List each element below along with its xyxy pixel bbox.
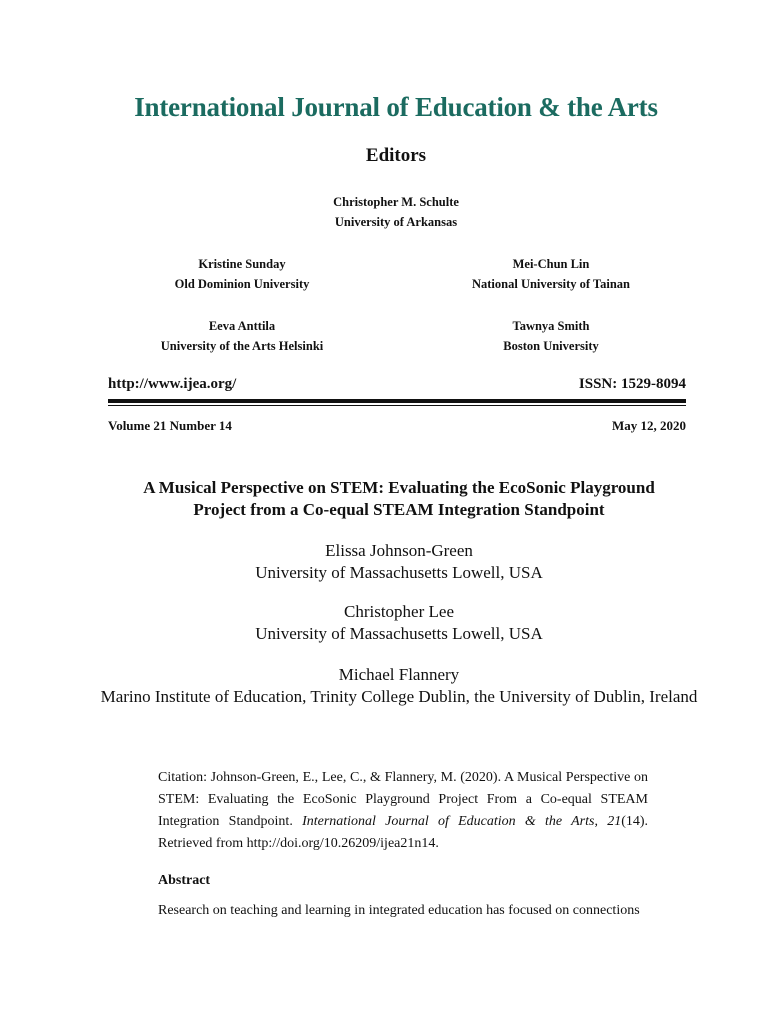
editor-affiliation: University of Arkansas: [334, 215, 458, 229]
paper-title-line: A Musical Perspective on STEM: Evaluating the EcoSonic Playground: [143, 478, 655, 497]
editor-block: [92, 254, 392, 294]
citation-doi-text: (14). Retrieved from http://doi.org/10.26209/ijea21n14.: [158, 814, 649, 851]
divider-thin: [108, 405, 686, 406]
issn-label: ISSN: 1529-8094: [578, 376, 686, 392]
editor-name: Mei-Chun Lin: [512, 257, 590, 271]
author-block: [100, 664, 698, 708]
author-name: Christopher Lee: [344, 602, 454, 621]
citation-paragraph: [158, 767, 648, 855]
volume-number: Volume 21 Number 14: [108, 418, 232, 433]
divider-thick: [108, 399, 686, 403]
editor-name: Tawnya Smith: [512, 319, 590, 333]
editor-affiliation: University of the Arts Helsinki: [160, 339, 324, 353]
author-name: Michael Flannery: [338, 665, 460, 684]
citation-text: Citation: Johnson-Green, E., Lee, C., & Flannery, M. (2020). A Musical Perspective on STEM: Evaluating the EcoSonic Playground Project From a Co-equal STEAM Integration Standpoint.: [158, 770, 648, 829]
editor-name: Kristine Sunday: [198, 257, 286, 271]
paper-title: [108, 477, 690, 521]
editor-name: Eeva Anttila: [208, 319, 276, 333]
editor-block: [401, 254, 701, 294]
editors-heading: Editors: [365, 145, 427, 166]
author-affiliation: University of Massachusetts Lowell, USA: [255, 563, 543, 582]
editor-block: [92, 316, 392, 356]
editor-affiliation: Boston University: [503, 339, 599, 353]
editor-block: [401, 316, 701, 356]
journal-url-link[interactable]: http://www.ijea.org/: [108, 376, 237, 392]
publication-date: May 12, 2020: [611, 418, 686, 433]
citation-journal-name: International Journal of Education & the Arts: [302, 814, 595, 829]
editor-name: Christopher M. Schulte: [333, 195, 459, 209]
author-name: Elissa Johnson-Green: [325, 541, 473, 560]
editor-block: [246, 192, 546, 232]
editor-affiliation: National University of Tainan: [471, 277, 630, 291]
author-block: [100, 601, 698, 645]
author-affiliation: University of Massachusetts Lowell, USA: [255, 624, 543, 643]
author-affiliation: Marino Institute of Education, Trinity College Dublin, the University of Dublin, Ireland: [100, 687, 698, 706]
abstract-text: Research on teaching and learning in integrated education has focused on connections: [158, 903, 640, 918]
citation-volume: 21: [607, 814, 622, 829]
editor-affiliation: Old Dominion University: [174, 277, 310, 291]
paper-title-line: Project from a Co-equal STEAM Integration Standpoint: [193, 500, 605, 519]
abstract-heading: Abstract: [158, 873, 211, 888]
author-block: [100, 540, 698, 584]
citation-separator: ,: [594, 814, 608, 829]
journal-title: International Journal of Education & the Arts: [134, 92, 658, 122]
